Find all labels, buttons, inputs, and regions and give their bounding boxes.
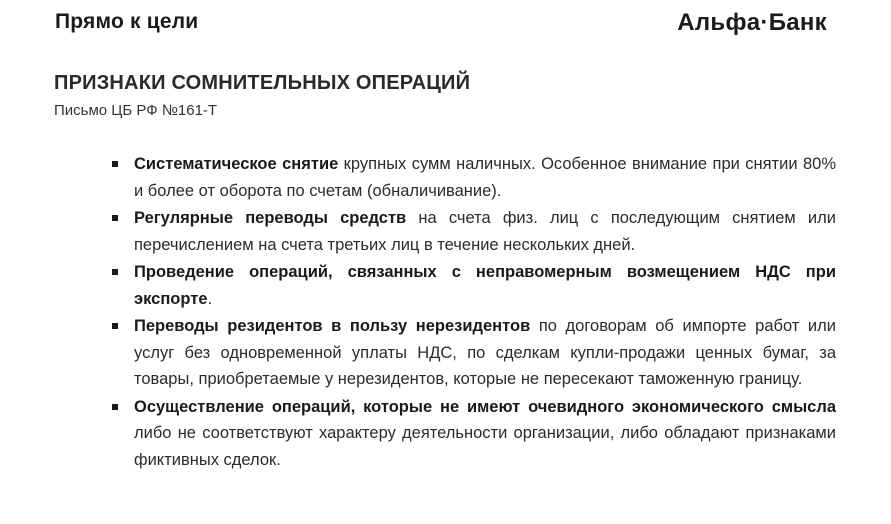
page-title: ПРИЗНАКИ СОМНИТЕЛЬНЫХ ОПЕРАЦИЙ [54, 72, 471, 94]
bullet-text: . [207, 289, 213, 308]
bullet-item [112, 313, 836, 393]
bullet-item [112, 205, 836, 258]
bullet-text: по договорам об импорте работ или услуг без одновременной уплаты НДС, по сделкам купли-продажи ценных бумаг, за товары, приобретаемые у нерезидентов, которые не пересекают таможенную границу. [134, 317, 836, 388]
bullet-item [112, 259, 836, 312]
bullet-lead: Систематическое снятие [134, 155, 339, 173]
bullet-lead: Регулярные переводы средств [134, 209, 407, 227]
bullet-icon [112, 215, 118, 221]
bullet-item [112, 151, 836, 204]
bullet-lead: Переводы резидентов в пользу нерезидентов [134, 317, 531, 335]
bullet-text: либо не соответствуют характеру деятельности организации, либо обладают признаками фиктивных сделок. [134, 424, 836, 469]
bullet-lead: Осуществление операций, которые не имеют очевидного экономического смысла [134, 397, 836, 416]
tagline: Прямо к цели [55, 10, 199, 33]
bullet-icon [112, 404, 118, 410]
bullet-icon [112, 161, 118, 167]
bullet-text: крупных сумм наличных. Особенное внимание при снятии 80% и более от оборота по счетам (обналичивание). [134, 155, 836, 200]
page-subtitle: Письмо ЦБ РФ №161-Т [54, 102, 218, 119]
brand-logo: Альфа·Банк [677, 9, 827, 36]
bullet-list [112, 151, 836, 474]
bullet-text: на счета физ. лиц с последующим снятием или перечислением на счета третьих лиц в течение нескольких дней. [134, 209, 836, 254]
bullet-icon [112, 323, 118, 329]
bullet-lead: Проведение операций, связанных с неправомерным возмещением НДС при экспорте [134, 263, 836, 308]
bullet-icon [112, 269, 118, 275]
bullet-item [112, 394, 836, 474]
